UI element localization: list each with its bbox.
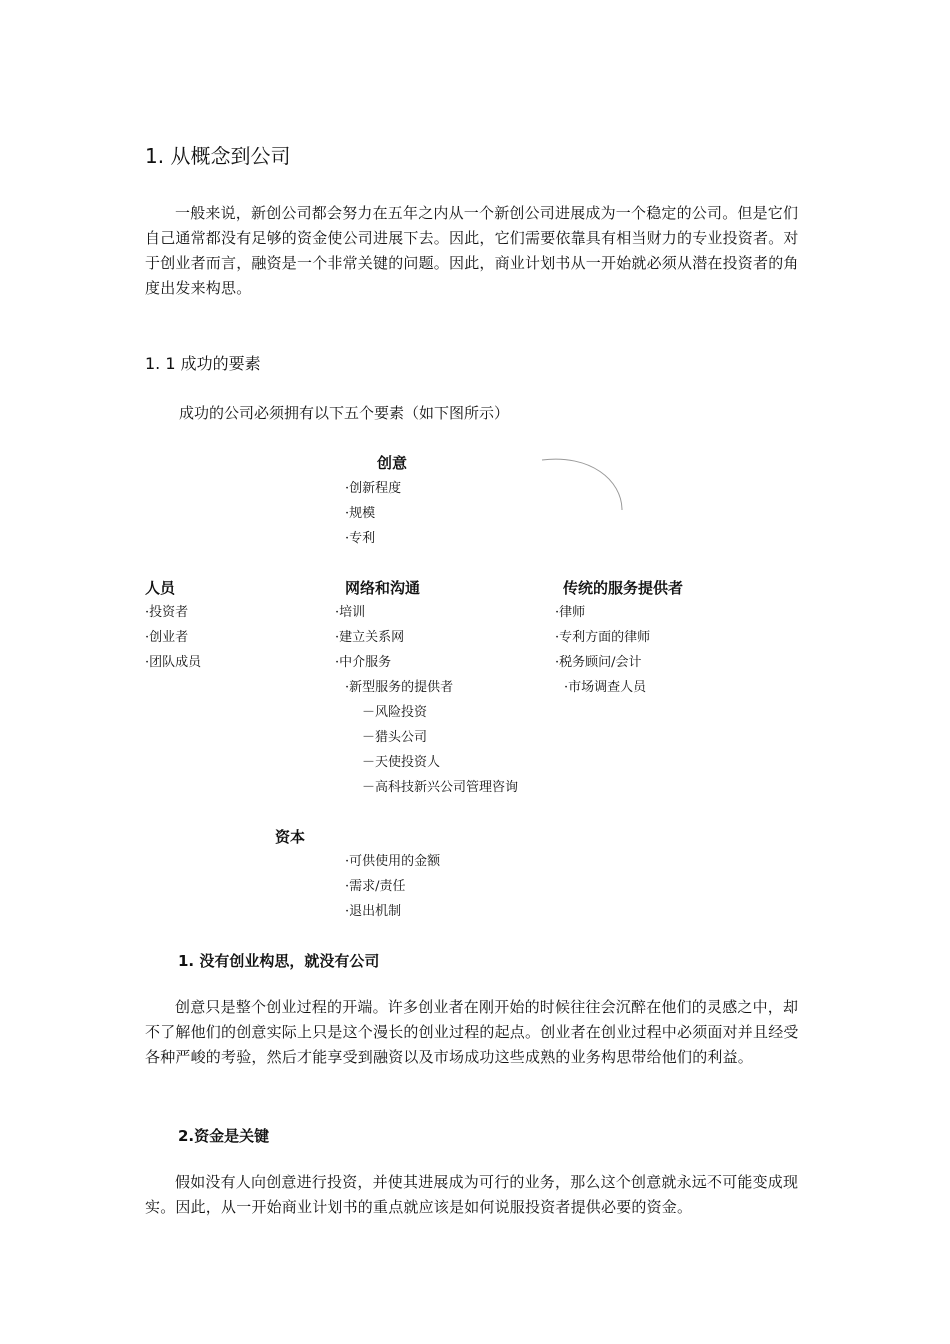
subsection-paragraph-no-idea: 创意只是整个创业过程的开端。许多创业者在刚开始的时候往往会沉醉在他们的灵感之中，却不了解他们的创意实际上只是这个漫长的创业过程的起点。创业者在创业过程中必须面对并且经受各种严峻的考验，然后才能享受到融资以及市场成功这些成熟的业务构思带给他们的利益。: [145, 998, 799, 1066]
network-subitem: －高科技新兴公司管理咨询: [362, 780, 519, 795]
services-item: ·市场调查人员: [564, 680, 647, 695]
subsection-title-no-idea: 1. 没有创业构思，就没有公司: [178, 952, 380, 970]
subsection-title-capital-key: 2.资金是关键: [178, 1127, 270, 1145]
network-subheader: ·新型服务的提供者: [345, 680, 454, 695]
network-subitem: －天使投资人: [362, 755, 441, 770]
idea-item: ·专利: [345, 531, 376, 546]
services-title: 传统的服务提供者: [563, 579, 684, 597]
services-item: ·律师: [555, 605, 586, 620]
services-item: ·专利方面的律师: [555, 630, 651, 645]
subsection-paragraph-capital-key: 假如没有人向创意进行投资，并使其进展成为可行的业务，那么这个创意就永远不可能变成现实。因此，从一开始商业计划书的重点就应该是如何说服投资者提供必要的资金。: [145, 1173, 799, 1216]
network-item: ·中介服务: [335, 655, 392, 670]
elements-intro-text: 成功的公司必须拥有以下五个要素（如下图所示）: [179, 404, 510, 422]
capital-item: ·可供使用的金额: [345, 854, 441, 869]
people-item: ·投资者: [145, 605, 189, 620]
intro-paragraph: 一般来说，新创公司都会努力在五年之内从一个新创公司进展成为一个稳定的公司。但是它们自己通常都没有足够的资金使公司进展下去。因此，它们需要依靠具有相当财力的专业投资者。对于创业者而言，融资是一个非常关键的问题。因此，商业计划书从一开始就必须从潜在投资者的角度出发来构思。: [145, 204, 799, 297]
network-item: ·建立关系网: [335, 630, 405, 645]
network-item: ·培训: [335, 605, 366, 620]
idea-item: ·创新程度: [345, 481, 402, 496]
people-item: ·团队成员: [145, 655, 202, 670]
services-item: ·税务顾问/会计: [555, 655, 642, 670]
page-heading: 1. 从概念到公司: [145, 144, 291, 168]
capital-title: 资本: [275, 828, 306, 846]
idea-item: ·规模: [345, 506, 376, 521]
capital-item: ·退出机制: [345, 904, 402, 919]
people-item: ·创业者: [145, 630, 189, 645]
decorative-arc: [530, 452, 630, 516]
capital-item: ·需求/责任: [345, 879, 406, 894]
section-heading-success-factors: 1. 1 成功的要素: [145, 354, 261, 373]
network-title: 网络和沟通: [345, 579, 421, 597]
people-title: 人员: [145, 579, 176, 597]
network-subitem: －风险投资: [362, 705, 428, 720]
network-subitem: －猎头公司: [362, 730, 428, 745]
idea-title: 创意: [377, 454, 408, 472]
